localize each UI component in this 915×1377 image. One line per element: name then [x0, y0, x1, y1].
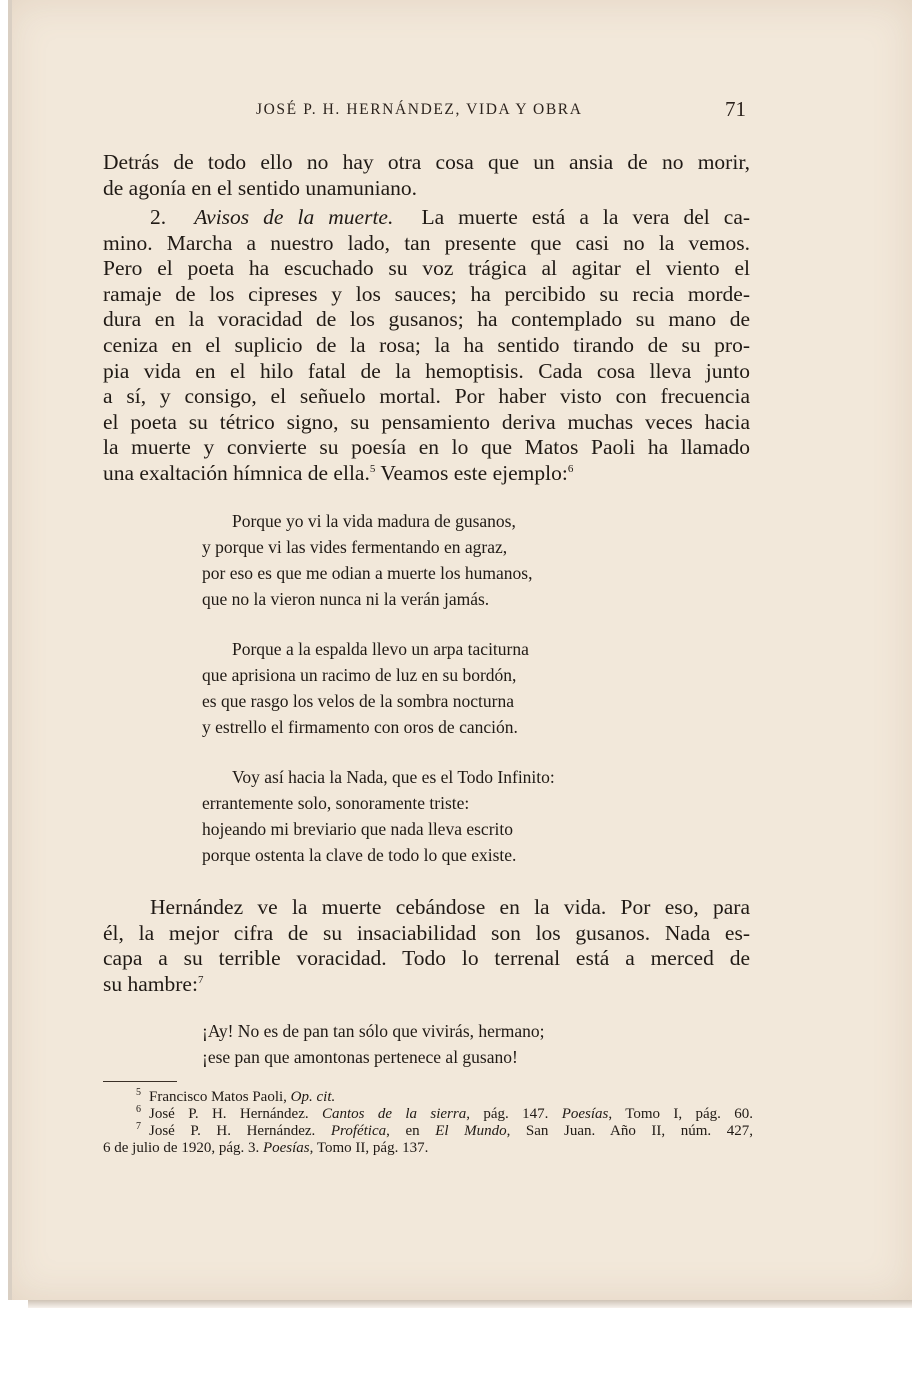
text-line: él, la mejor cifra de su insaciabilidad son los gusanos. Nada es-: [103, 920, 750, 945]
verse-line: ¡ese pan que amontonas pertenece al gusano!: [202, 1047, 518, 1067]
verse-line: Porque a la espalda llevo un arpa taciturna: [232, 639, 529, 659]
footnote-italic: Poesías: [561, 1106, 609, 1122]
text-fragment: Veamos este ejemplo:: [375, 460, 568, 485]
footnote-italic: El Mundo: [435, 1123, 507, 1139]
footnote-text: , Tomo II, pág. 137.: [309, 1140, 429, 1156]
footnote-text: , San Juan. Año II, núm. 427,: [506, 1123, 753, 1139]
footnote-italic: Cantos de la sierra: [321, 1106, 467, 1122]
verse-line: Porque yo vi la vida madura de gusanos,: [232, 511, 516, 531]
text-line: [103, 972, 750, 998]
text-line: ceniza en el suplicio de la rosa; la ha sentido tirando de su pro-: [103, 332, 750, 357]
text-line: la muerte y convierte su poesía en lo que Matos Paoli ha llamado: [103, 435, 750, 460]
verse-line: ¡Ay! No es de pan tan sólo que vivirás, hermano;: [202, 1021, 545, 1041]
footnote-text: , Tomo I, pág. 60.: [608, 1106, 753, 1122]
footnote-text: Francisco Matos Paoli,: [149, 1089, 291, 1105]
poem-stanza-1: [202, 508, 532, 612]
verse-line: errantemente solo, sonoramente triste:: [202, 793, 470, 813]
footnote-mark: 7: [136, 1121, 141, 1132]
page-number: 71: [725, 97, 746, 121]
footnote-mark: 6: [136, 1104, 141, 1115]
section-heading-line: [103, 205, 750, 231]
verse-line: Voy así hacia la Nada, que es el Todo Infinito:: [232, 767, 555, 787]
verse-line: porque ostenta la clave de todo lo que existe.: [202, 845, 517, 865]
footnote-text: , en: [386, 1123, 436, 1139]
text-line: Hernández ve la muerte cebándose en la vida. Por eso, para: [150, 895, 750, 919]
text-fragment: su hambre:: [103, 971, 198, 996]
verse-line: que no la vieron nunca ni la verán jamás.: [202, 589, 490, 609]
section-title: Avisos de la muerte.: [194, 205, 394, 229]
paragraph-3: [103, 895, 750, 997]
text-line: [103, 461, 750, 487]
poem-couplet: [202, 1018, 544, 1070]
verse-line: que aprisiona un racimo de luz en su bordón,: [202, 665, 517, 685]
verse-line: es que rasgo los velos de la sombra nocturna: [202, 691, 515, 711]
footnote-5: [103, 1089, 753, 1106]
footnote-ref: 7: [197, 973, 204, 986]
text-line: Detrás de todo ello no hay otra cosa que un ansia de no morir,: [103, 150, 750, 174]
footnote-6: [103, 1106, 753, 1123]
footnote-text: , pág. 147.: [466, 1106, 562, 1122]
verse-line: hojeando mi breviario que nada lleva escrito: [202, 819, 513, 839]
text-line: Pero el poeta ha escuchado su voz trágica al agitar el viento el: [103, 256, 750, 281]
running-head: JOSÉ P. H. HERNÁNDEZ, VIDA Y OBRA: [256, 101, 583, 118]
footnotes: [103, 1089, 753, 1157]
footnote-separator: [103, 1081, 177, 1082]
text-line: dura en la voracidad de los gusanos; ha contemplado su mano de: [103, 307, 750, 332]
page-bottom-edge: [28, 1300, 912, 1308]
footnote-ref: 6: [567, 462, 574, 475]
text-line: mino. Marcha a nuestro lado, tan presente que casi no la vemos.: [103, 230, 750, 255]
paragraph-2: [103, 205, 750, 487]
footnote-text: José P. H. Hernández.: [149, 1123, 331, 1139]
text-fragment: una exaltación hímnica de ella.: [103, 460, 370, 485]
footnote-mark: 5: [136, 1087, 141, 1098]
verse-line: por eso es que me odian a muerte los humanos,: [202, 563, 533, 583]
verse-line: y porque vi las vides fermentando en agraz,: [202, 537, 508, 557]
text-line: de agonía en el sentido unamuniano.: [103, 175, 418, 200]
paragraph-1: [103, 150, 750, 201]
footnote-text: José P. H. Hernández.: [149, 1106, 322, 1122]
footnote-7-continued: [103, 1140, 753, 1157]
verse-line: y estrello el firmamento con oros de canción.: [202, 717, 518, 737]
text-line: La muerte está a la vera del ca-: [421, 205, 751, 229]
footnote-italic: Poesías: [262, 1140, 310, 1156]
text-line: el poeta su tétrico signo, su pensamiento deriva muchas veces hacia: [103, 409, 750, 434]
text-line: a sí, y consigo, el señuelo mortal. Por haber visto con frecuencia: [103, 384, 750, 409]
text-line: ramaje de los cipreses y los sauces; ha percibido su recia morde-: [103, 281, 750, 306]
footnote-7: [103, 1123, 753, 1140]
poem-stanza-2: [202, 636, 529, 740]
footnote-ref: 5: [369, 462, 376, 475]
footnote-italic: Op. cit.: [290, 1089, 336, 1105]
footnote-text: 6 de julio de 1920, pág. 3.: [103, 1140, 263, 1156]
text-line: pia vida en el hilo fatal de la hemoptisis. Cada cosa lleva junto: [103, 358, 750, 383]
section-number: 2.: [150, 205, 167, 229]
footnote-italic: Profética: [330, 1123, 387, 1139]
text-line: capa a su terrible voracidad. Todo lo terrenal está a merced de: [103, 946, 750, 971]
page-left-edge: [8, 0, 12, 1300]
poem-stanza-3: [202, 764, 555, 868]
